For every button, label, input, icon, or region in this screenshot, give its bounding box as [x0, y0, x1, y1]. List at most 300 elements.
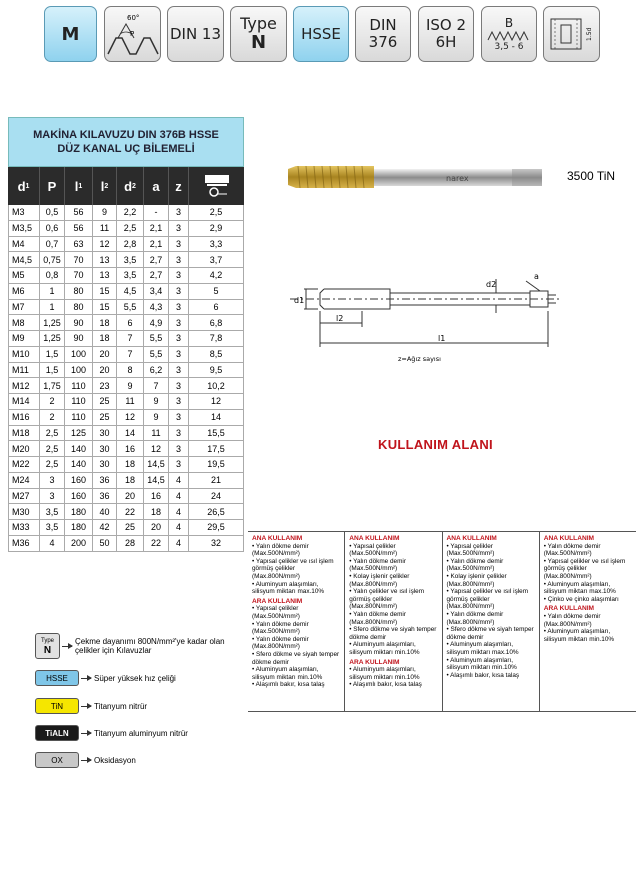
table-cell: 3 [169, 205, 189, 220]
table-cell: M33 [8, 520, 40, 535]
table-cell: 3 [169, 331, 189, 346]
usage-item: • Aluminyum alaşımları, silisyum miktarı max.10% [252, 581, 340, 596]
table-cell: 12 [144, 441, 169, 456]
table-cell: 2,8 [117, 237, 144, 252]
table-header [8, 167, 244, 205]
usage-item: • Alaşımlı bakır, kısa talaş [349, 681, 437, 689]
drawing-d2: d2 [486, 280, 497, 289]
col-z: z [169, 167, 189, 205]
table-cell: 125 [65, 426, 93, 441]
table-cell: M8 [8, 315, 40, 330]
table-cell: 0,7 [40, 237, 65, 252]
depth-icon [543, 6, 600, 62]
table-cell: 3,3 [189, 237, 244, 252]
legend-ox-text: Oksidasyon [94, 755, 136, 765]
table-cell: 9 [93, 205, 117, 220]
table-cell: 9 [144, 410, 169, 425]
thread-p-label: P [129, 30, 134, 38]
table-body [8, 205, 244, 552]
table-cell: 140 [65, 441, 93, 456]
legend-type-badge [35, 633, 60, 659]
table-cell: M18 [8, 426, 40, 441]
table-row [8, 347, 244, 363]
iso2-6h-icon [418, 6, 474, 62]
table-cell: 2,9 [189, 221, 244, 236]
legend-hsse-badge: HSSE [35, 670, 79, 686]
table-row [8, 284, 244, 300]
table-cell: 140 [65, 457, 93, 472]
arrow-icon [81, 760, 91, 761]
table-cell: 6 [117, 315, 144, 330]
usage-item: • Sfero dökme ve siyah temper dökme demir [349, 626, 437, 641]
table-cell: 3,5 [40, 520, 65, 535]
arrow-icon [81, 706, 91, 707]
usage-item: • Yalın dökme demir (Max.800N/mm²) [252, 636, 340, 651]
usage-item: • Aluminyum alaşımları, silisyum miktarı min.10% [252, 666, 340, 681]
table-cell: 36 [93, 489, 117, 504]
table-cell: 5 [189, 284, 244, 299]
table-cell: 3,5 [117, 252, 144, 267]
legend-tialn-badge: TiALN [35, 725, 79, 741]
usage-item: • Alaşımlı bakır, kısa talaş [447, 672, 535, 680]
table-cell: 3 [169, 378, 189, 393]
usage-column [540, 532, 636, 711]
table-cell: 12 [93, 237, 117, 252]
table-cell: 12 [117, 410, 144, 425]
table-cell: 5,5 [117, 300, 144, 315]
table-cell: 4,9 [144, 315, 169, 330]
table-cell: M24 [8, 473, 40, 488]
legend-tin-badge: TiN [35, 698, 79, 714]
usage-item: • Aluminyum alaşımları, silisyum miktarı min.10% [349, 641, 437, 656]
table-cell: 3 [169, 363, 189, 378]
table-cell: 80 [65, 284, 93, 299]
table-cell: M4 [8, 237, 40, 252]
din376-line1: DIN [369, 16, 397, 34]
table-cell: 19,5 [189, 457, 244, 472]
arrow-icon [81, 733, 91, 734]
type-value: N [250, 32, 267, 53]
table-cell: M16 [8, 410, 40, 425]
usage-item: • Yalın dökme demir (Max.800N/mm²) [447, 611, 535, 626]
usage-item: • Yapısal çelikler (Max.500N/mm²) [447, 543, 535, 558]
table-title-line1: MAKİNA KILAVUZU DIN 376B HSSE [33, 129, 219, 141]
col-d1: d 1 [8, 167, 40, 205]
table-cell: 3 [169, 252, 189, 267]
table-cell: 1,25 [40, 331, 65, 346]
table-cell: M10 [8, 347, 40, 362]
legend-hsse [35, 670, 176, 686]
usage-item: • Yalın dökme demir (Max.800N/mm²) [349, 611, 437, 626]
table-cell: 160 [65, 473, 93, 488]
legend-hsse-text: Süper yüksek hız çeliği [94, 673, 176, 683]
chamfer-thread-icon [486, 30, 532, 42]
table-cell: 2,5 [40, 441, 65, 456]
table-row [8, 315, 244, 331]
table-cell: 160 [65, 489, 93, 504]
table-cell: 2,5 [40, 426, 65, 441]
table-cell: 20 [93, 363, 117, 378]
usage-title: KULLANIM ALANI [378, 437, 493, 452]
chamfer-b-label: B [504, 16, 514, 30]
table-cell: 4 [40, 536, 65, 551]
table-cell: 1,25 [40, 315, 65, 330]
table-cell: 22 [144, 536, 169, 551]
table-cell: 180 [65, 520, 93, 535]
table-cell: 4 [169, 473, 189, 488]
table-cell: M7 [8, 300, 40, 315]
legend-tialn [35, 725, 188, 741]
table-cell: M4,5 [8, 252, 40, 267]
table-cell: 2 [40, 394, 65, 409]
table-cell: 2,1 [144, 221, 169, 236]
table-cell: 3 [169, 394, 189, 409]
table-row [8, 489, 244, 505]
table-cell: M6 [8, 284, 40, 299]
table-cell: 3 [169, 237, 189, 252]
table-cell: 18 [93, 315, 117, 330]
table-cell: 13 [93, 252, 117, 267]
col-p: P [40, 167, 65, 205]
table-cell: 3 [169, 457, 189, 472]
table-cell: 3 [169, 426, 189, 441]
type-n-icon [230, 6, 287, 62]
table-cell: 90 [65, 331, 93, 346]
table-cell: 2,5 [117, 221, 144, 236]
table-cell: 110 [65, 394, 93, 409]
table-row [8, 252, 244, 268]
hsse-icon [293, 6, 349, 62]
table-cell: 2,7 [144, 268, 169, 283]
table-cell: 4 [169, 520, 189, 535]
table-cell: 2,5 [189, 205, 244, 220]
table-cell: 13 [93, 268, 117, 283]
table-cell: 180 [65, 504, 93, 519]
table-row [8, 363, 244, 379]
technical-drawing [290, 263, 562, 367]
usage-table [248, 531, 636, 712]
table-cell: 1,5 [40, 347, 65, 362]
table-cell: 70 [65, 252, 93, 267]
usage-item: • Aluminyum alaşımları, silisyum miktarı max.10% [544, 581, 632, 596]
table-cell: 36 [93, 473, 117, 488]
coating-label: 3500 TiN [567, 169, 616, 183]
depth-label: 1.5d [585, 27, 593, 41]
table-cell: M3 [8, 205, 40, 220]
col-l2: l 2 [93, 167, 117, 205]
table-cell: 1 [40, 300, 65, 315]
table-cell: M36 [8, 536, 40, 551]
table-cell: 3 [169, 441, 189, 456]
table-cell: 0,75 [40, 252, 65, 267]
table-cell: 3,5 [117, 268, 144, 283]
table-cell: 14,5 [144, 457, 169, 472]
table-cell: 2,2 [117, 205, 144, 220]
usage-column [443, 532, 540, 711]
thread-angle-label: 60° [126, 14, 139, 22]
table-cell: 4 [169, 504, 189, 519]
table-cell: 18 [144, 504, 169, 519]
table-title [8, 117, 244, 167]
usage-item: • Sfero dökme ve siyah temper dökme demir [447, 626, 535, 641]
table-cell: 0,5 [40, 205, 65, 220]
usage-item: • Yapısal çelikler ve ısıl işlem görmüş çelikler (Max.800N/mm²) [447, 588, 535, 611]
table-cell: 56 [65, 205, 93, 220]
table-cell: 63 [65, 237, 93, 252]
col-drill-icon [189, 167, 244, 205]
legend-type-text: Çekme dayanımı 800N/mm²'ye kadar olan çelikler için Kılavuzlar [75, 637, 225, 655]
table-cell: 6,2 [144, 363, 169, 378]
table-cell: M27 [8, 489, 40, 504]
table-cell: 2 [40, 410, 65, 425]
table-cell: 18 [93, 331, 117, 346]
table-cell: 1,5 [40, 363, 65, 378]
table-cell: 110 [65, 410, 93, 425]
table-cell: 11 [144, 426, 169, 441]
usage-item: • Kolay işlenir çelikler (Max.800N/mm²) [447, 573, 535, 588]
table-cell: 9 [117, 378, 144, 393]
table-cell: 2,7 [144, 252, 169, 267]
table-cell: 24 [189, 489, 244, 504]
table-row [8, 394, 244, 410]
table-cell: 23 [93, 378, 117, 393]
usage-column [345, 532, 442, 711]
table-cell: 100 [65, 363, 93, 378]
table-row [8, 473, 244, 489]
table-cell: M3,5 [8, 221, 40, 236]
table-cell: 8 [117, 363, 144, 378]
usage-item: • Yapısal çelikler (Max.500N/mm²) [349, 543, 437, 558]
table-cell: 14,5 [144, 473, 169, 488]
din13-label: DIN 13 [169, 24, 222, 43]
type-label: Type [240, 14, 277, 33]
table-cell: 10,2 [189, 378, 244, 393]
table-cell: 3,7 [189, 252, 244, 267]
drawing-l1: l1 [438, 334, 446, 343]
table-cell: 15,5 [189, 426, 244, 441]
table-cell: 50 [93, 536, 117, 551]
table-row [8, 441, 244, 457]
iso-line1: ISO 2 [425, 16, 467, 34]
table-cell: 3 [40, 473, 65, 488]
table-cell: 15 [93, 300, 117, 315]
table-cell: 1,75 [40, 378, 65, 393]
usage-item: • Aluminyum alaşımları, silisyum miktarı min.10% [447, 657, 535, 672]
table-cell: M22 [8, 457, 40, 472]
table-cell: 7 [117, 347, 144, 362]
chamfer-range: 3,5 - 6 [494, 42, 524, 52]
table-row [8, 520, 244, 536]
usage-item: • Yalın çelikler ve ısıl işlem görmüş çelikler (Max.800N/mm²) [349, 588, 437, 611]
table-cell: 4,3 [144, 300, 169, 315]
table-cell: 30 [93, 441, 117, 456]
table-cell: M12 [8, 378, 40, 393]
thread-profile-icon [104, 6, 161, 62]
table-cell: 4,2 [189, 268, 244, 283]
material-m-label: M [61, 23, 80, 45]
table-cell: 200 [65, 536, 93, 551]
hsse-label: HSSE [301, 24, 341, 43]
table-cell: 4 [169, 489, 189, 504]
table-cell: 3,4 [144, 284, 169, 299]
table-row [8, 410, 244, 426]
table-cell: 7,8 [189, 331, 244, 346]
legend-type [35, 633, 245, 659]
table-cell: 7 [117, 331, 144, 346]
drawing-d1: d1 [294, 296, 305, 305]
table-cell: 70 [65, 268, 93, 283]
usage-heading: ARA KULLANIM [349, 658, 400, 666]
table-cell: 12 [189, 394, 244, 409]
table-cell: 4 [169, 536, 189, 551]
table-row [8, 457, 244, 473]
table-cell: 7 [144, 378, 169, 393]
table-cell: 3 [169, 347, 189, 362]
table-cell: M30 [8, 504, 40, 519]
table-cell: 3 [169, 300, 189, 315]
table-cell: M9 [8, 331, 40, 346]
legend-ox [35, 752, 136, 768]
table-cell: 30 [93, 457, 117, 472]
table-cell: 5,5 [144, 331, 169, 346]
table-cell: 0,8 [40, 268, 65, 283]
usage-item: • Aluminyum alaşımları, silisyum miktarı max.10% [447, 641, 535, 656]
usage-item: • Çinko ve çinko alaşımları [544, 596, 632, 604]
din376-icon [355, 6, 411, 62]
table-row [8, 237, 244, 253]
din376-line2: 376 [368, 33, 398, 51]
tap-image [286, 160, 548, 194]
table-cell: 9 [144, 394, 169, 409]
table-row [8, 221, 244, 237]
drawing-l2: l2 [336, 314, 344, 323]
usage-item: • Yalın dökme demir (Max.500N/mm²) [447, 558, 535, 573]
table-cell: - [144, 205, 169, 220]
usage-item: • Yapısal çelikler ve ısıl işlem görmüş çelikler (Max.800N/mm²) [544, 558, 632, 581]
table-cell: 9,5 [189, 363, 244, 378]
usage-heading: ANA KULLANIM [543, 535, 595, 542]
table-cell: 32 [189, 536, 244, 551]
legend-type-big: N [43, 645, 52, 656]
table-cell: 16 [144, 489, 169, 504]
table-row [8, 426, 244, 442]
table-cell: 40 [93, 504, 117, 519]
table-cell: 100 [65, 347, 93, 362]
table-cell: 11 [117, 394, 144, 409]
table-cell: 3 [169, 268, 189, 283]
legend-tialn-text: Titanyum aluminyum nitrür [94, 728, 188, 738]
usage-item: • Kolay işlenir çelikler (Max.800N/mm²) [349, 573, 437, 588]
arrow-icon [81, 678, 91, 679]
table-cell: 2,1 [144, 237, 169, 252]
iso-line2: 6H [435, 33, 457, 51]
table-cell: M14 [8, 394, 40, 409]
table-cell: 110 [65, 378, 93, 393]
usage-item: • Alaşımlı bakır, kısa talaş [252, 681, 340, 689]
table-row [8, 504, 244, 520]
table-cell: 80 [65, 300, 93, 315]
drawing-caption: z=Ağız sayısı [398, 355, 441, 363]
usage-item: • Yalın dökme demir (Max.500N/mm²) [252, 621, 340, 636]
table-row [8, 331, 244, 347]
table-cell: 3 [169, 221, 189, 236]
table-cell: 25 [117, 520, 144, 535]
table-cell: 20 [144, 520, 169, 535]
table-cell: 2,5 [40, 457, 65, 472]
table-cell: 3 [169, 315, 189, 330]
table-cell: 29,5 [189, 520, 244, 535]
table-cell: 0,6 [40, 221, 65, 236]
drawing-a: a [534, 272, 539, 281]
table-cell: 56 [65, 221, 93, 236]
table-row [8, 268, 244, 284]
table-cell: 26,5 [189, 504, 244, 519]
usage-item: • Yapısal çelikler ve ısıl işlem görmüş çelikler (Max.800N/mm²) [252, 558, 340, 581]
table-cell: 15 [93, 284, 117, 299]
table-cell: 3 [169, 410, 189, 425]
usage-heading: ARA KULLANIM [543, 605, 595, 613]
table-cell: 20 [117, 489, 144, 504]
legend-tin-text: Titanyum nitrür [94, 701, 148, 711]
table-cell: 11 [93, 221, 117, 236]
table-cell: 16 [117, 441, 144, 456]
usage-item: • Yalın dökme demir (Max.500N/mm²) [544, 543, 632, 558]
table-cell: 42 [93, 520, 117, 535]
usage-item: • Sfero dökme ve siyah temper dökme demir [252, 651, 340, 666]
usage-item: • Aluminyum alaşımları, silisyum miktarı min.10% [544, 628, 632, 643]
col-l1: l 1 [65, 167, 93, 205]
table-cell: 20 [93, 347, 117, 362]
table-cell: 6 [189, 300, 244, 315]
table-cell: 22 [117, 504, 144, 519]
table-row [8, 378, 244, 394]
col-d2: d 2 [117, 167, 144, 205]
usage-column [248, 532, 345, 711]
table-cell: 3,5 [40, 504, 65, 519]
table-cell: 18 [117, 457, 144, 472]
usage-heading: ANA KULLANIM [252, 535, 303, 542]
table-row [8, 205, 244, 221]
usage-item: • Yalın dökme demir (Max.800N/mm²) [544, 613, 632, 628]
table-cell: 30 [93, 426, 117, 441]
table-cell: 17,5 [189, 441, 244, 456]
table-cell: 18 [117, 473, 144, 488]
din13-icon [167, 6, 224, 62]
usage-item: • Aluminyum alaşımları, silisyum miktarı min.10% [349, 666, 437, 681]
legend-type-small: Type [40, 638, 54, 644]
table-cell: M11 [8, 363, 40, 378]
chamfer-b-icon [481, 6, 537, 62]
arrow-icon [62, 646, 72, 647]
drill-bit-icon [203, 172, 231, 200]
table-cell: 14 [117, 426, 144, 441]
usage-heading: ANA KULLANIM [446, 535, 497, 542]
table-cell: 25 [93, 394, 117, 409]
table-cell: 21 [189, 473, 244, 488]
usage-item: • Yalın dökme demir (Max.500N/mm²) [252, 543, 340, 558]
usage-heading: ANA KULLANIM [349, 535, 400, 542]
table-title-line2: DÜZ KANAL UÇ BİLEMELİ [57, 143, 195, 155]
legend-tin [35, 698, 147, 714]
table-cell: 3 [169, 284, 189, 299]
legend-ox-badge: OX [35, 752, 79, 768]
table-cell: 90 [65, 315, 93, 330]
table-cell: M20 [8, 441, 40, 456]
table-cell: 28 [117, 536, 144, 551]
usage-heading: ARA KULLANIM [252, 597, 303, 605]
tap-brand: narex [446, 174, 469, 183]
material-m-icon [44, 6, 97, 62]
